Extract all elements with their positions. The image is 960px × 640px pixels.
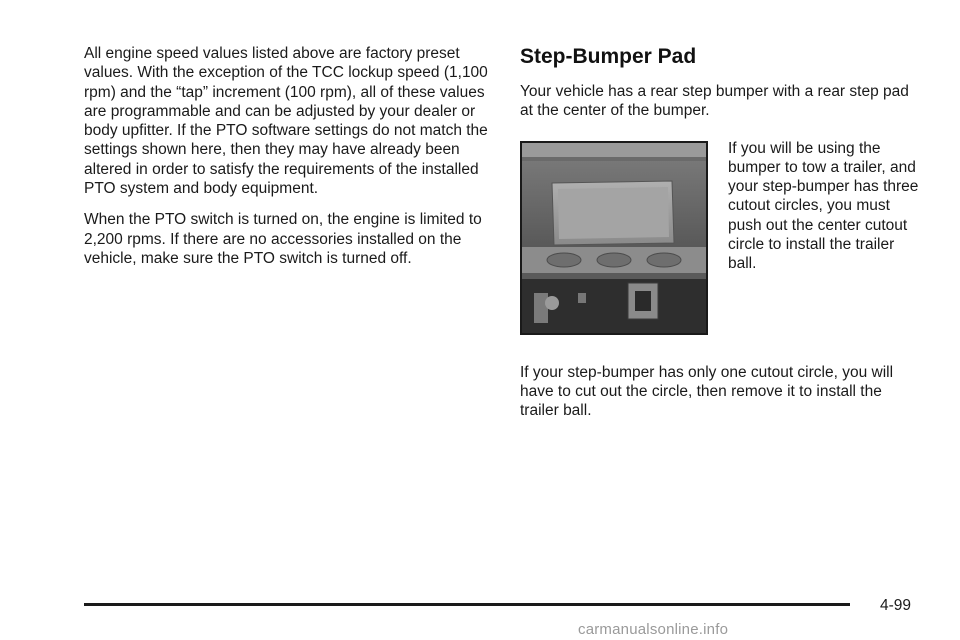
- right-column: [520, 44, 920, 420]
- left-column: [84, 44, 494, 280]
- engine-speed-paragraph: All engine speed values listed above are factory preset values. With the exception of the TCC lockup speed (1,100 rpm) and the “tap” increment (100 rpm), all of these values are programmable and can be adjusted by your dealer or body upfitter. If the PTO software settings do not match the settings shown here, then they may have already been altered in order to satisfy the requirements of the installed PTO system and body equipment.: [84, 45, 488, 198]
- figure-caption: If you will be using the bumper to tow a trailer, and your step-bumper has three cutout circles, you must push out the center cutout circle to install the trailer ball.: [728, 139, 919, 273]
- footer-rule: [84, 603, 850, 606]
- watermark: carmanualsonline.info: [578, 621, 729, 638]
- single-cutout-paragraph: If your step-bumper has only one cutout circle, you will have to cut out the circle, then remove it to install the trailer ball.: [520, 363, 894, 420]
- step-bumper-photo: [520, 141, 708, 335]
- figure-row: [520, 141, 920, 341]
- page-number: 4-99: [880, 597, 912, 614]
- section-heading: Step-Bumper Pad: [520, 45, 697, 68]
- pto-switch-paragraph: When the PTO switch is turned on, the engine is limited to 2,200 rpms. If there are no accessories installed on the vehicle, make sure the PTO switch is turned off.: [84, 211, 482, 267]
- intro-paragraph: Your vehicle has a rear step bumper with a rear step pad at the center of the bumper.: [520, 83, 909, 120]
